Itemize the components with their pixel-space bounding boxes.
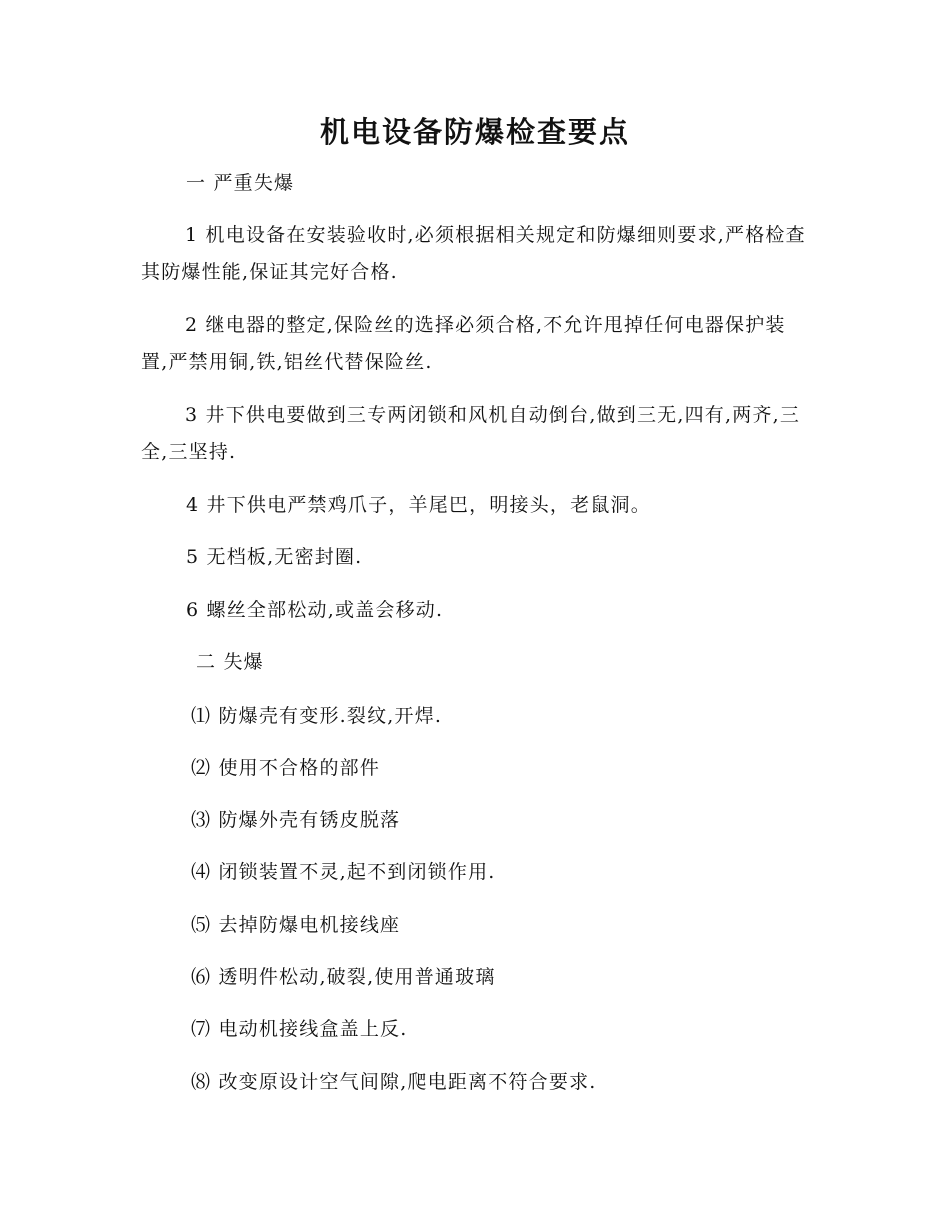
paragraph-item-2: 2 继电器的整定,保险丝的选择必须合格,不允许甩掉任何电器保护装置,严禁用铜,铁,铝丝代替保险丝.: [141, 314, 786, 373]
list-item-1: ⑴ 防爆壳有变形.裂纹,开焊.: [191, 705, 443, 727]
list-item-4: ⑷ 闭锁装置不灵,起不到闭锁作用.: [191, 861, 496, 883]
paragraph-item-6: 6 螺丝全部松动,或盖会移动.: [186, 599, 444, 621]
list-item-7: ⑺ 电动机接线盒盖上反.: [191, 1018, 408, 1040]
list-item-3: ⑶ 防爆外壳有锈皮脱落: [191, 809, 401, 831]
list-item-6: ⑹ 透明件松动,破裂,使用普通玻璃: [191, 966, 496, 988]
section-heading-explosion-failure: 二 失爆: [196, 651, 264, 673]
paragraph-item-4: 4 井下供电严禁鸡爪子，羊尾巴，明接头，老鼠洞。: [186, 494, 651, 516]
paragraph-item-3: 3 井下供电要做到三专两闭锁和风机自动倒台,做到三无,四有,两齐,三全,三坚持.: [141, 404, 801, 463]
list-item-8: ⑻ 改变原设计空气间隙,爬电距离不符合要求.: [191, 1071, 597, 1093]
list-item-2: ⑵ 使用不合格的部件: [191, 757, 381, 779]
paragraph-item-5: 5 无档板,无密封圈.: [186, 546, 363, 568]
list-item-5: ⑸ 去掉防爆电机接线座: [191, 914, 401, 936]
paragraph-item-1: 1 机电设备在安装验收时,必须根据相关规定和防爆细则要求,严格检查其防爆性能,保证其完好合格.: [141, 224, 806, 283]
section-heading-serious-explosion-failure: 一 严重失爆: [186, 172, 295, 194]
document-title: 机电设备防爆检查要点: [319, 115, 630, 149]
